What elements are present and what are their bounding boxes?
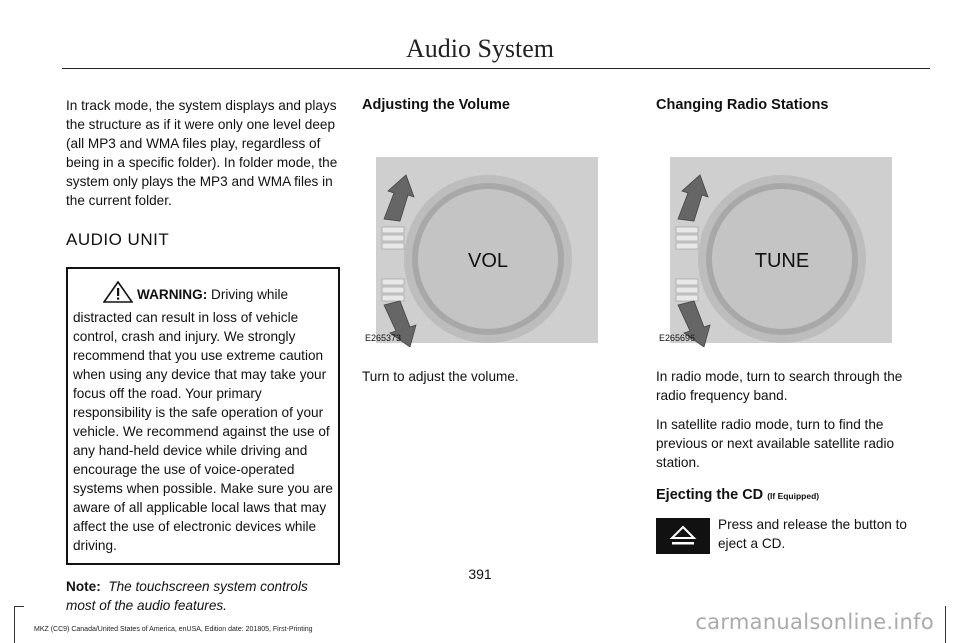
equipped-tag: (If Equipped) [767, 491, 820, 501]
intro-paragraph: In track mode, the system displays and plays the structure as if it were only one level deep (all MP3 and WMA files play, regardless of being in a specific folder). In folder mode, the system only plays the MP3 and WMA files in the current folder. [66, 98, 338, 208]
eject-heading-text: Ejecting the CD [656, 487, 764, 503]
vol-knob-label: VOL [467, 250, 509, 272]
crop-mark [14, 606, 15, 643]
audio-unit-heading: AUDIO UNIT [66, 230, 170, 249]
page-number: 391 [468, 566, 492, 582]
warning-box [66, 267, 340, 565]
watermark: carmanualsonline.info [695, 610, 934, 634]
warning-triangle-icon [103, 281, 133, 308]
crop-mark [945, 606, 946, 643]
eject-text: Press and release the button to eject a CD. [718, 517, 907, 551]
tune-knob-illustration [656, 135, 896, 347]
page-title: Audio System [405, 34, 555, 63]
note-paragraph [66, 577, 340, 615]
note-label: Note: [66, 579, 101, 594]
crop-mark [14, 606, 24, 607]
satellite-mode-text: In satellite radio mode, turn to find the previous or next available satellite radio station. [656, 417, 895, 470]
radio-stations-heading: Changing Radio Stations [656, 97, 829, 113]
eject-cd-heading [656, 486, 916, 506]
adjust-volume-heading: Adjusting the Volume [362, 97, 510, 113]
radio-mode-text: In radio mode, turn to search through the radio frequency band. [656, 369, 903, 403]
figure-id: E265373 [365, 333, 402, 343]
tune-knob-label: TUNE [754, 250, 810, 272]
footer-text: MKZ (CC9) Canada/United States of America, enUSA, Edition date: 201805, First-Printing [34, 626, 313, 633]
volume-knob-figure [362, 135, 602, 347]
column-2 [362, 96, 602, 386]
eject-icon [656, 518, 710, 554]
column-3 [656, 96, 916, 554]
figure-id: E265696 [659, 333, 696, 343]
warning-label: WARNING: [137, 287, 208, 302]
volume-caption: Turn to adjust the volume. [362, 369, 519, 384]
eject-row [656, 518, 916, 554]
warning-text: Driving while distracted can result in loss of vehicle control, crash and injury. We strongly recommend that you use extreme caution when using any device that may take your focus off the road. Your primary responsibility is the safe operation of your vehicle. We recommend against the use of any hand-held device while driving and encourage the use of voice-operated systems when possible. Make sure you are aware of all applicable local laws that may affect the use of electronic devices while driving. [73, 287, 333, 553]
tune-knob-figure [656, 135, 896, 347]
header-rule [62, 68, 930, 69]
column-1 [66, 96, 340, 615]
note-text: The touchscreen system controls most of the audio features. [66, 579, 308, 613]
volume-knob-illustration [362, 135, 602, 347]
